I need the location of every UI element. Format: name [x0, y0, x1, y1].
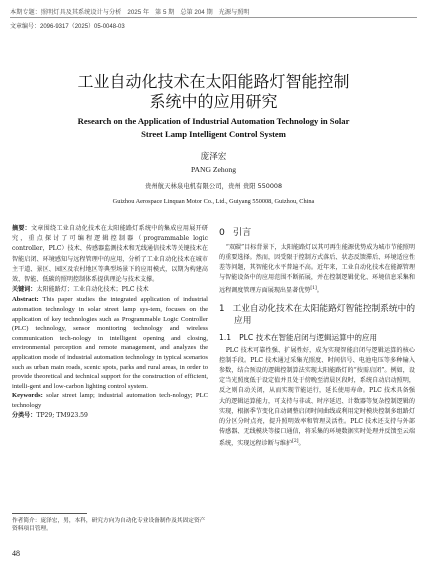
abstract-chinese-text: 文章围绕工业自动化技术在太阳能路灯系统中的集成应用展开研究，重点探讨了可编程逻辑控制器（programmable logic controller，PLC）技术、传感器监测技术和无线通信技术等关键技术在智能启闭、环境感知与远程管理中的应用，分析了工业自动化技术在城市主干道、景区、园区及农村地区等典型场景下的应用模式，以期为构建高效、智能、低碳的照明控制体系提供理论与技术支撑。 [12, 225, 209, 284]
header-total: 总第 204 期 [180, 9, 213, 16]
keywords-chinese-text: 太阳能路灯；工业自动化技术；PLC 技术 [36, 286, 149, 294]
author-footnote [12, 517, 208, 534]
title-chinese-line-2: 系统中的应用研究 [149, 92, 278, 111]
affiliation-chinese: 贵州航天林泉电机有限公司，贵州 贵阳 550008 [144, 182, 283, 190]
left-column [12, 224, 208, 421]
right-column [219, 226, 415, 449]
abstract-chinese-label: 摘要： [12, 225, 31, 232]
section-heading-intro [219, 226, 415, 239]
running-header [10, 7, 417, 16]
keywords-english-label: Keywords: [12, 392, 43, 400]
article-number: 文章编号：2096-9317（2025）05-0048-03 [10, 24, 125, 30]
page-number: 48 [12, 549, 20, 558]
subsection-title: PLC 技术在智能启闭与逻辑运算中的应用 [239, 332, 378, 342]
abstract-chinese [12, 224, 208, 285]
title-chinese-line-1: 工业自动化技术在太阳能路灯智能控制 [77, 72, 350, 91]
section-title: 引言 [232, 227, 252, 238]
author-chinese: 庞泽宏 [200, 152, 227, 162]
author-english: PANG Zehong [190, 165, 237, 174]
classification-label: 分类号： [12, 411, 37, 419]
keywords-english [12, 391, 208, 410]
classification-text: TP29; TM923.59 [36, 411, 88, 419]
abstract-english [12, 295, 208, 391]
header-journal: 光源与照明 [218, 9, 250, 16]
plc-text: PLC 技术可靠性强、扩展性好，成为实现智能启闭与逻辑运算的核心控制手段。PLC 技术通过采集光照度、时间信号、电池电压等多种输入参数，结合预设的逻辑控制算法实现太阳能路灯的“按需启闭”。例如，设定当光照度低于设定值并且处于傍晚至清晨区段时，系统自动启动照明，反之则自动关闭，从而实现节能运行，延长使用寿命。PLC 技术具备强大的逻辑运算能力，可支持与非或、时序延迟、计数器等复杂控制逻辑的实现，根据季节变化自动调整启闭时间曲线或利用定时模块控制多组路灯的分区分时点亮，提升照明效率和管理灵活性。PLC 技术还支持与外部传感器、无线模块等接口通信，将采集的环境数据实时处理并反馈至云端系统，实现远程诊断与维护 [219, 346, 415, 448]
header-column: 本期专题：照明灯具及其系统设计与分析 [10, 9, 122, 16]
title-english [30, 115, 397, 141]
section-number: 1 [219, 303, 225, 314]
header-issue: 第 5 期 [155, 9, 175, 16]
subsection-heading-1-1 [219, 332, 415, 343]
citation-ref: [2] [292, 439, 299, 445]
subsection-number: 1.1 [219, 332, 232, 342]
classification-number [12, 411, 208, 421]
footnote-label: 作者简介： [12, 518, 41, 524]
section-title: 工业自动化技术在太阳能路灯智能控制系统中的应用 [232, 303, 415, 327]
header-divider [10, 17, 417, 18]
keywords-chinese [12, 285, 208, 295]
intro-text: “双碳”目标背景下，太阳能路灯以其可再生能源优势成为城市节能照明的重要选择。然而，因受限于控制方式落后、状态反馈滞后、环境适应性差等问题，其智能化水平普遍不高。近年来，工业自动化技术在能源管理与智能设备中的应用范围不断拓展，并在控制逻辑优化、环境信息采集和远程调度管理方面展现出显著优势 [219, 244, 415, 294]
header-year: 2025 年 [127, 9, 150, 16]
plc-text-end: 。 [298, 440, 305, 448]
footnote-divider [12, 513, 87, 514]
title-chinese [0, 72, 427, 112]
title-english-line-2: Street Lamp Intelligent Control System [141, 129, 286, 139]
intro-text-end: 。 [316, 286, 323, 294]
citation-ref: [1] [310, 285, 317, 291]
abstract-english-text: This paper studies the integrated application of industrial automation technology in solar street lamp sys-tem, focuses on the application of key technologies such as Programmable Logic Controller (PLC) technology, sensor monitoring technology and wireless communication tech-nology in intelligent opening and closing, environmental perception and remote management, and analyzes the application mode of industrial automation technology in typical scenarios such as urban main roads, scenic spots, parks and rural areas, in order to provide theoretical and technical support for the construction of efficient, intelli-gent and low-carbon lighting control system. [12, 296, 208, 390]
abstract-english-label: Abstract: [12, 296, 39, 304]
section-heading-1 [219, 303, 415, 328]
section-number: 0 [219, 227, 225, 238]
footnote-text: 庞泽宏，男，本科，研究方向为自动化专业设备制作及其固定资产资料项目管理。 [12, 518, 206, 533]
keywords-chinese-label: 关键词： [12, 286, 37, 294]
plc-paragraph [219, 346, 415, 450]
keywords-english-text: solar street lamp; industrial automation tech-nology; PLC technology [12, 392, 208, 409]
title-english-line-1: Research on the Application of Industrial Automation Technology in Solar [77, 116, 350, 126]
affiliation-english: Guizhou Aerospace Linquan Motor Co., Ltd., Guiyang 550008, Guizhou, China [112, 198, 315, 205]
intro-paragraph [219, 243, 415, 296]
